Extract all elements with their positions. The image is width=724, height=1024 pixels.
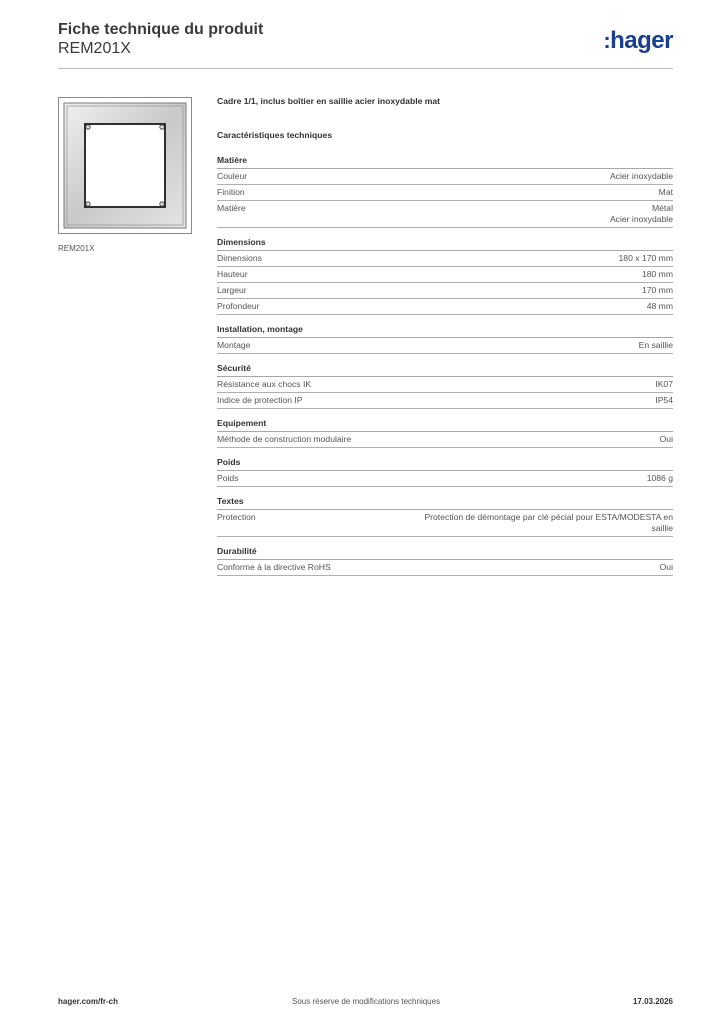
footer-disclaimer: Sous réserve de modifications techniques <box>292 997 441 1006</box>
spec-label: Montage <box>217 340 251 350</box>
spec-row <box>217 251 673 267</box>
spec-value: 1086 g <box>646 473 673 483</box>
spec-row <box>217 267 673 283</box>
spec-row <box>217 201 673 228</box>
spec-value: Protection de démontage par clé pécial pour ESTA/MODESTA en saillie <box>424 512 673 533</box>
spec-value: 170 mm <box>641 285 673 295</box>
spec-label: Dimensions <box>217 253 262 263</box>
product-image <box>58 97 192 234</box>
product-description: Cadre 1/1, inclus boîtier en saillie acier inoxydable mat <box>217 96 441 106</box>
spec-row <box>217 560 673 576</box>
hager-logo <box>603 28 673 54</box>
spec-value: 180 mm <box>641 269 673 279</box>
spec-label: Méthode de construction modulaire <box>217 434 352 444</box>
spec-label: Résistance aux chocs IK <box>217 379 312 389</box>
tech-heading: Caractéristiques techniques <box>217 130 333 140</box>
spec-value: Oui <box>659 434 673 444</box>
section-title: Equipement <box>217 418 673 432</box>
section-title: Sécurité <box>217 363 673 377</box>
spec-section <box>217 457 673 487</box>
section-title: Textes <box>217 496 673 510</box>
spec-label: Finition <box>217 187 245 197</box>
product-reference: REM201X <box>58 40 131 57</box>
header-divider <box>58 68 673 69</box>
spec-row <box>217 338 673 354</box>
spec-label: Poids <box>217 473 239 483</box>
spec-value: Acier inoxydable <box>609 171 673 181</box>
spec-row <box>217 283 673 299</box>
spec-value: 180 x 170 mm <box>618 253 673 263</box>
logo-colon-icon: : <box>603 28 611 53</box>
spec-label: Protection <box>217 512 256 522</box>
spec-label: Couleur <box>217 171 248 181</box>
spec-value: 48 mm <box>646 301 673 311</box>
logo-text: hager <box>610 27 673 54</box>
spec-value: En saillie <box>638 340 673 350</box>
section-title: Poids <box>217 457 673 471</box>
footer-website: hager.com/fr-ch <box>58 997 119 1006</box>
section-title: Durabilité <box>217 546 673 560</box>
spec-label: Profondeur <box>217 301 260 311</box>
spec-row <box>217 471 673 487</box>
page-header <box>58 20 673 58</box>
spec-label: Indice de protection IP <box>217 395 303 405</box>
footer-date: 17.03.2026 <box>632 997 673 1006</box>
spec-value: Mat <box>658 187 673 197</box>
spec-value: IP54 <box>655 395 673 405</box>
spec-value: IK07 <box>655 379 673 389</box>
section-title: Matière <box>217 155 673 169</box>
spec-section <box>217 324 673 354</box>
spec-row <box>217 299 673 315</box>
spec-value: Métal Acier inoxydable <box>609 203 673 224</box>
spec-row <box>217 393 673 409</box>
frame-illustration-icon <box>59 98 191 233</box>
spec-label: Hauteur <box>217 269 248 279</box>
image-caption: REM201X <box>58 244 95 253</box>
page-title: Fiche technique du produit <box>58 21 264 38</box>
spec-section <box>217 496 673 537</box>
spec-row <box>217 169 673 185</box>
spec-section <box>217 363 673 409</box>
spec-row <box>217 185 673 201</box>
spec-section <box>217 155 673 228</box>
spec-sections <box>217 155 673 576</box>
spec-label: Matière <box>217 203 246 213</box>
section-title: Dimensions <box>217 237 673 251</box>
spec-label: Largeur <box>217 285 247 295</box>
spec-row <box>217 377 673 393</box>
spec-section <box>217 546 673 576</box>
spec-value: Oui <box>659 562 673 572</box>
section-title: Installation, montage <box>217 324 673 338</box>
spec-row <box>217 432 673 448</box>
spec-row <box>217 510 673 537</box>
spec-section <box>217 237 673 315</box>
spec-content <box>217 95 673 585</box>
spec-section <box>217 418 673 448</box>
spec-label: Conforme à la directive RoHS <box>217 562 331 572</box>
